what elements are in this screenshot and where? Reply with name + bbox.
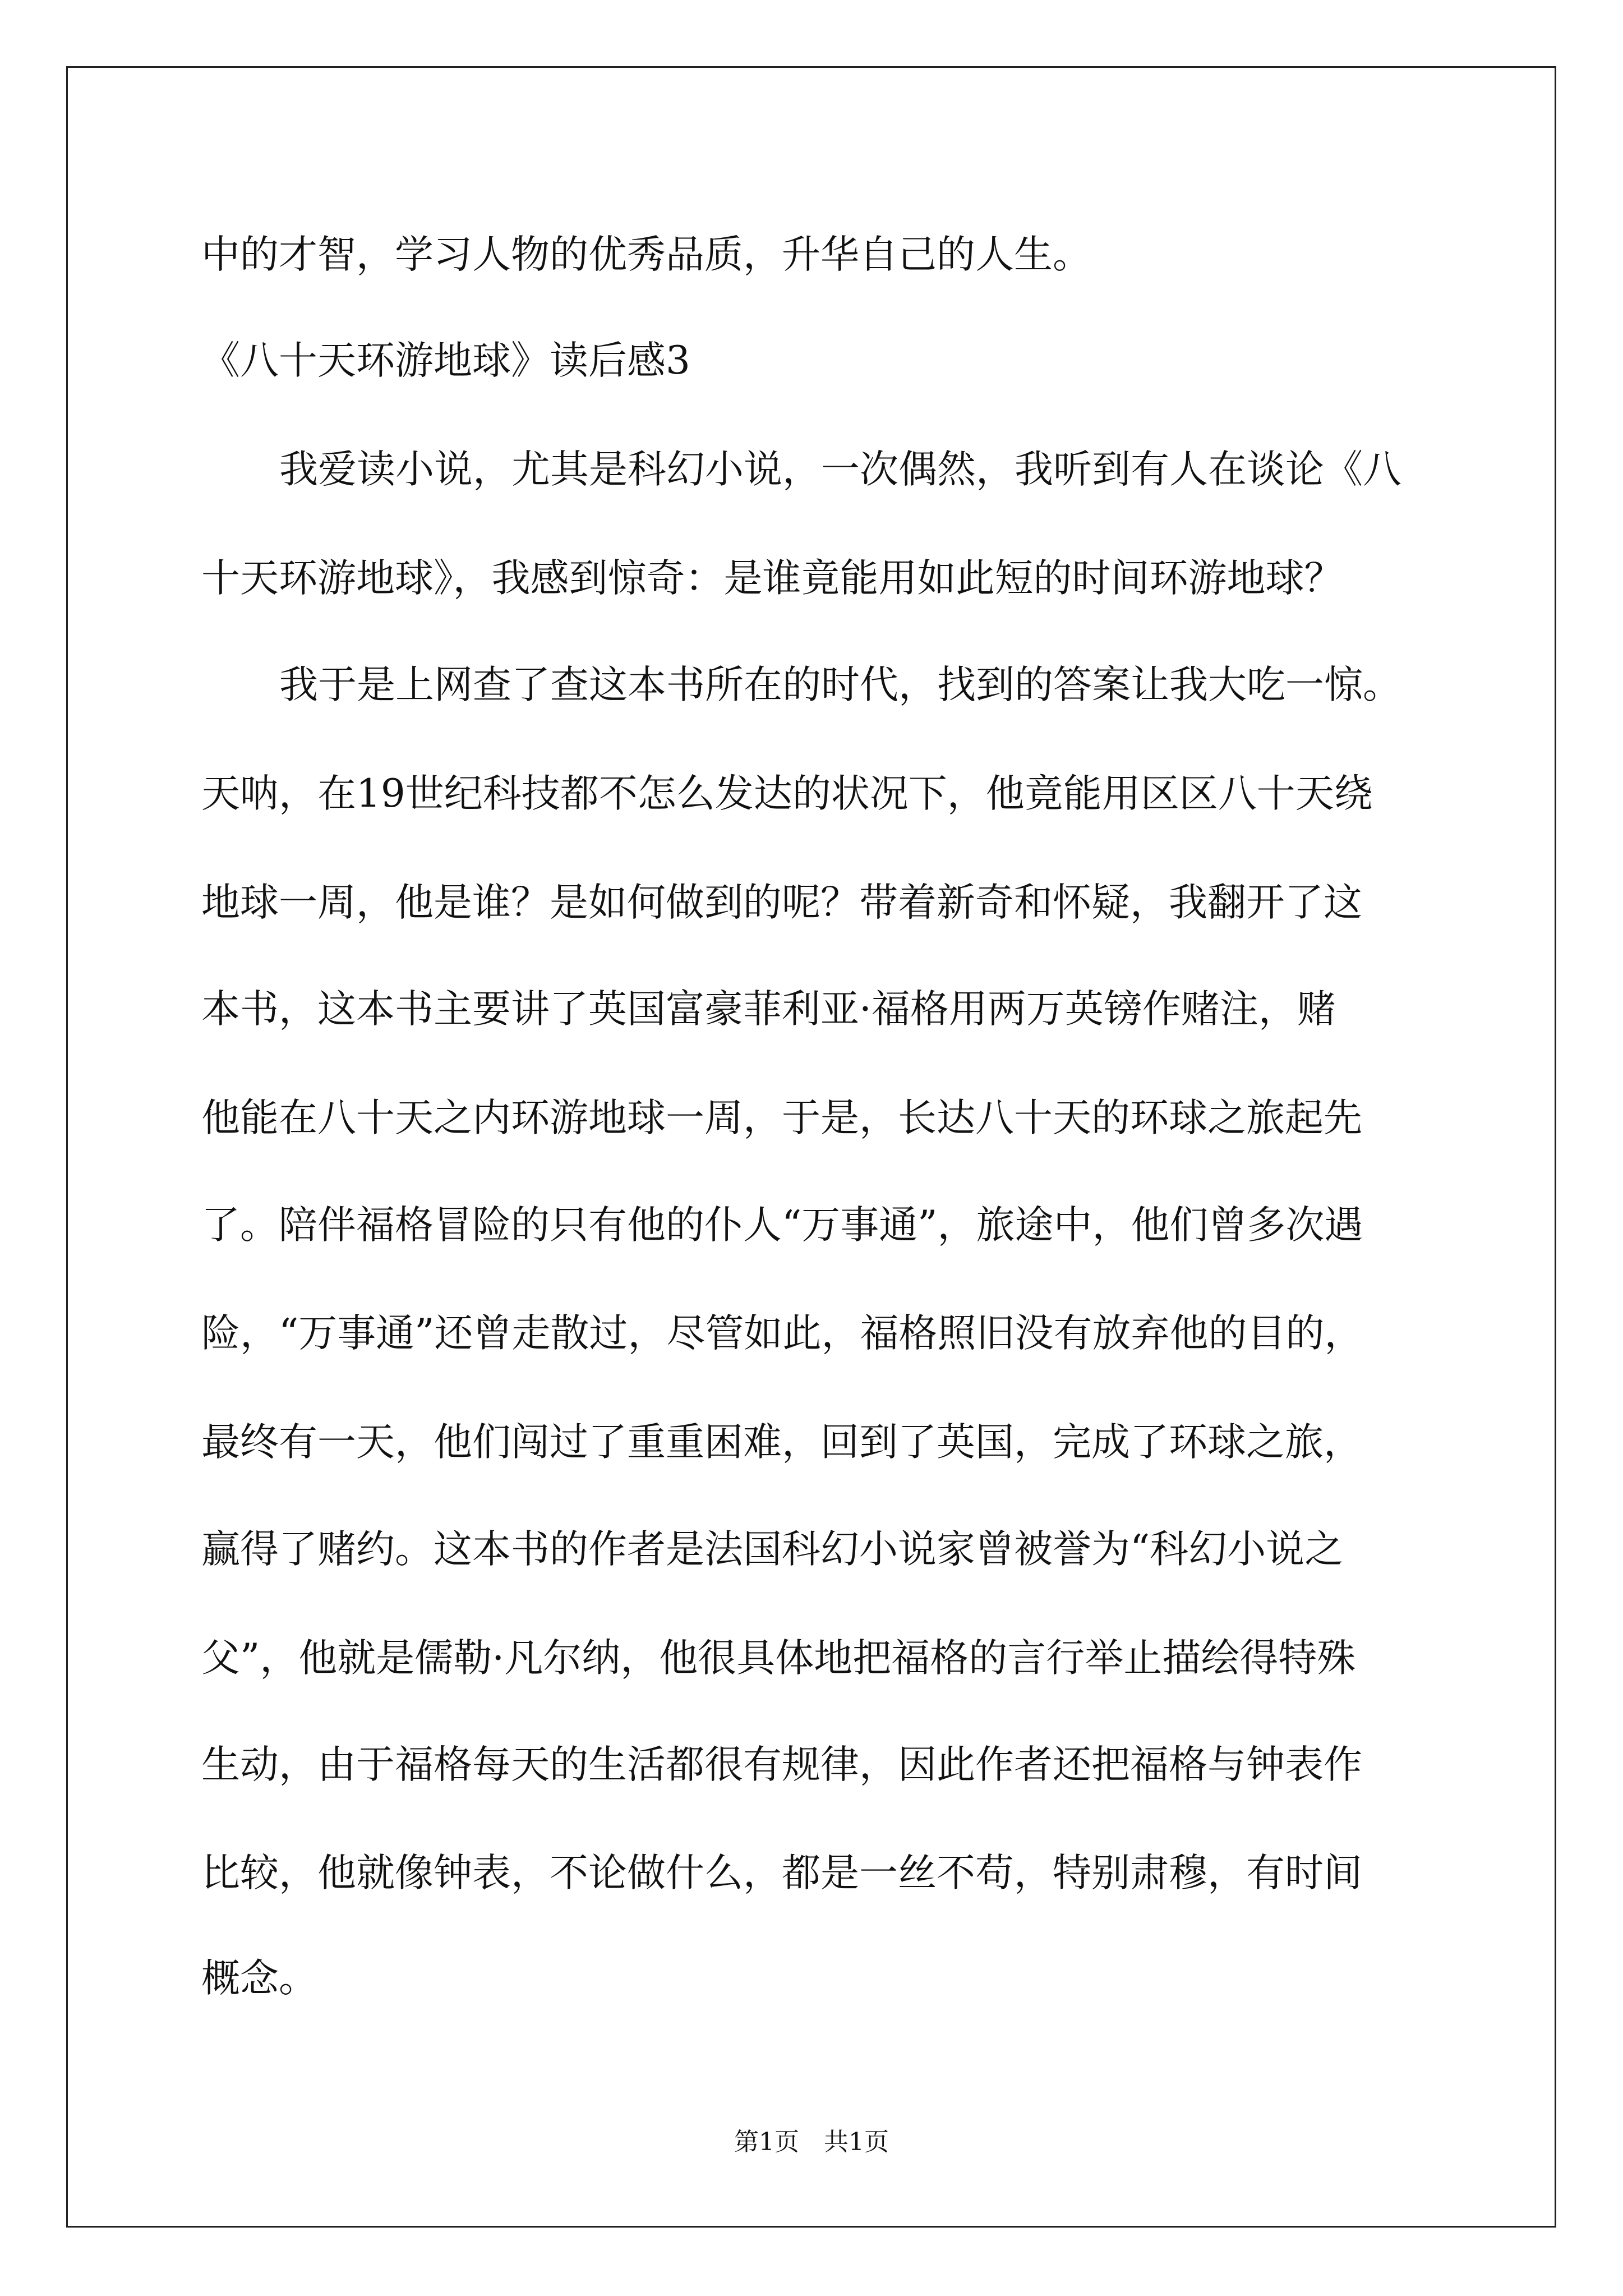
page-number-footer: 第1页 共1页 bbox=[734, 2128, 889, 2156]
text-line: 比较，他就像钟表，不论做什么，都是一丝不苟，特别肃穆，有时间 bbox=[201, 1851, 1362, 1895]
text-line: 地球一周，他是谁？是如何做到的呢？带着新奇和怀疑，我翻开了这 bbox=[201, 880, 1362, 925]
text-line: 最终有一天，他们闯过了重重困难，回到了英国，完成了环球之旅， bbox=[201, 1420, 1362, 1465]
section-heading: 《八十天环游地球》读后感3 bbox=[201, 338, 690, 383]
page-border bbox=[66, 66, 1556, 2228]
text-line: 赢得了赌约。这本书的作者是法国科幻小说家曾被誉为“科幻小说之 bbox=[201, 1527, 1344, 1572]
text-line: 了。陪伴福格冒险的只有他的仆人“万事通”，旅途中，他们曾多次遇 bbox=[201, 1203, 1363, 1248]
text-line: 父”，他就是儒勒·凡尔纳，他很具体地把福格的言行举止描绘得特殊 bbox=[201, 1636, 1356, 1681]
text-line: 他能在八十天之内环游地球一周，于是，长达八十天的环球之旅起先 bbox=[201, 1096, 1362, 1140]
text-line: 生动，由于福格每天的生活都很有规律，因此作者还把福格与钟表作 bbox=[201, 1742, 1362, 1787]
text-line: 天呐，在19世纪科技都不怎么发达的状况下，他竟能用区区八十天绕 bbox=[201, 771, 1373, 816]
text-line: 本书，这本书主要讲了英国富豪菲利亚·福格用两万英镑作赌注，赌 bbox=[201, 987, 1336, 1032]
text-line: 险，“万事通”还曾走散过，尽管如此，福格照旧没有放弃他的目的， bbox=[201, 1311, 1363, 1356]
text-line: 中的才智，学习人物的优秀品质，升华自己的人生。 bbox=[201, 232, 1091, 277]
text-line: 十天环游地球》，我感到惊奇：是谁竟能用如此短的时间环游地球？ bbox=[201, 556, 1343, 601]
text-line: 我爱读小说，尤其是科幻小说，一次偶然，我听到有人在谈论《八 bbox=[279, 447, 1401, 492]
text-line: 我于是上网查了查这本书所在的时代，找到的答案让我大吃一惊。 bbox=[279, 662, 1401, 707]
text-line: 概念。 bbox=[201, 1956, 317, 2001]
